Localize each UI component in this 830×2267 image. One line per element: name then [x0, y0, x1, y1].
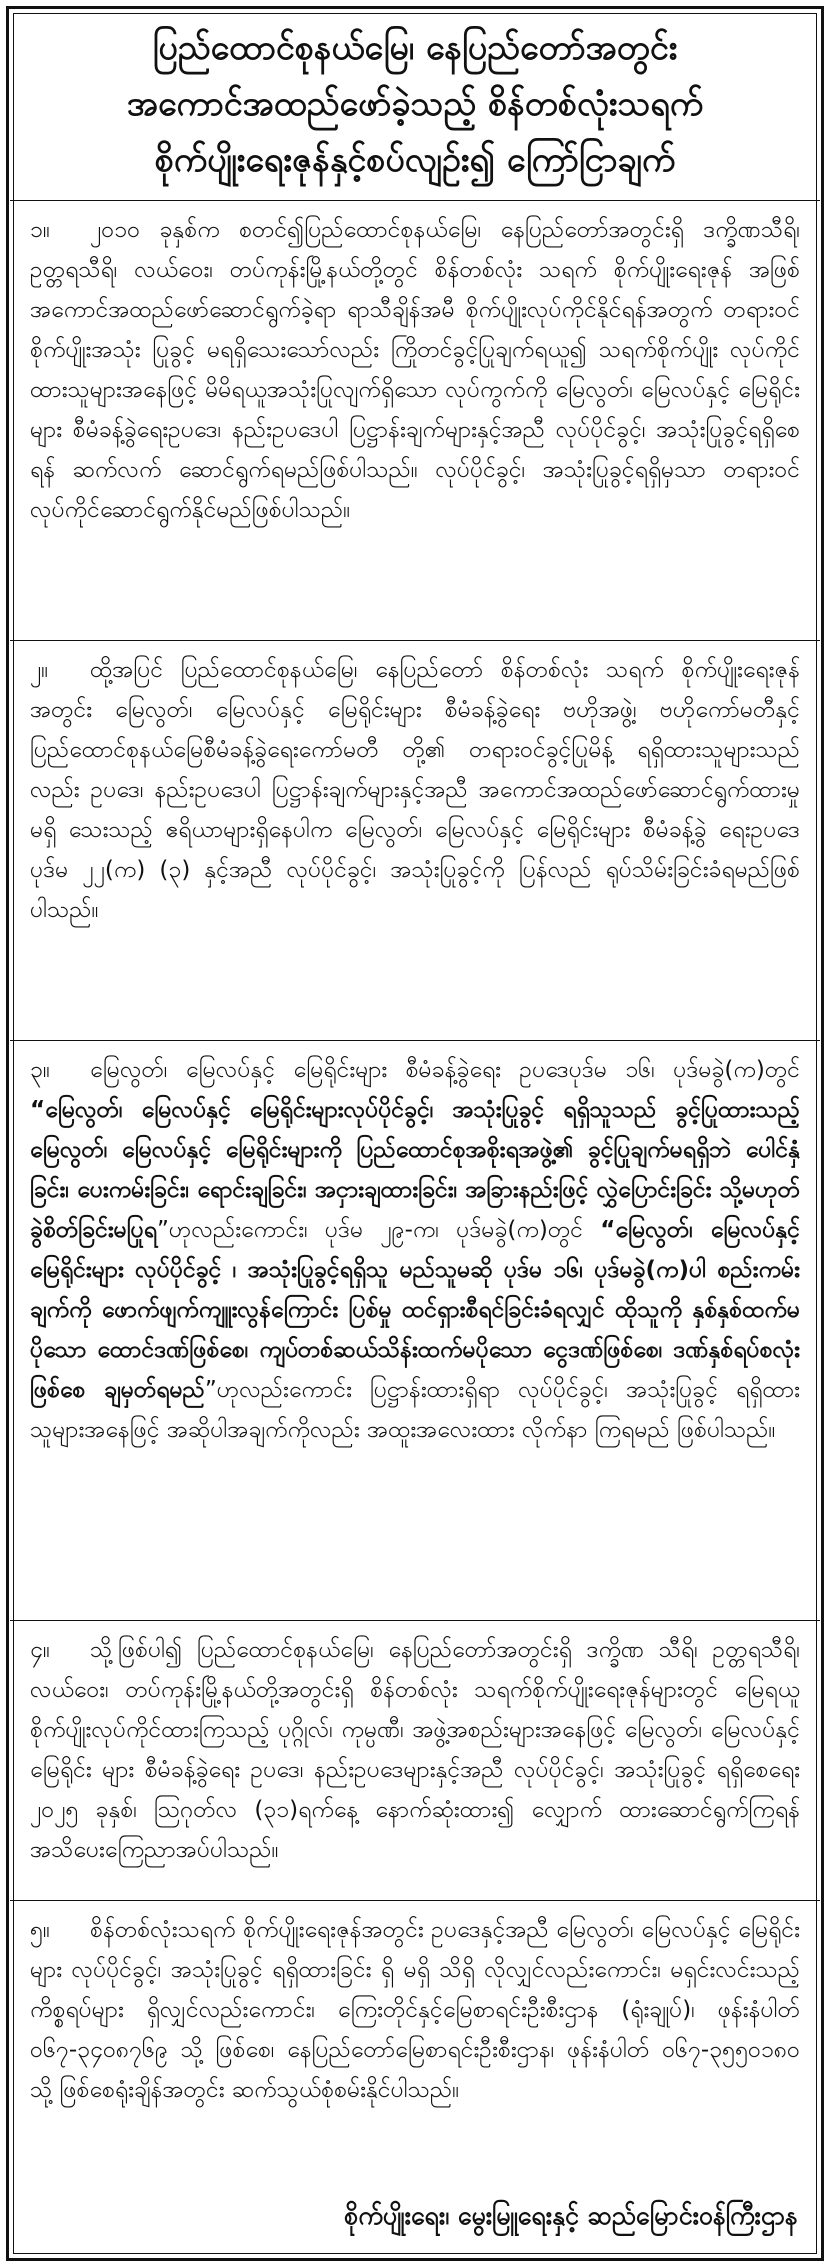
law-quote-section-29a: “မြေလွတ်၊ မြေလပ်နှင့် မြေရိုင်းများ လုပ်ပိုင်ခွင့် ၊ အသုံးပြုခွင့်ရရှိသူ မည်သူမဆို ပုဒ်မ ၁၆၊ ပုဒ်မခွဲ(က)ပါ စည်းကမ်းချက်ကို ဖောက်ဖျက်ကျူးလွန်ကြောင်း ပြစ်မှု ထင်ရှားစီရင်ခြင်းခံရလျှင် ထိုသူကို နှစ်နှစ်ထက်မပိုသော ထောင်ဒဏ်ဖြစ်စေ၊ ကျပ်တစ်ဆယ်သိန်းထက်မပိုသော ငွေဒဏ်ဖြစ်စေ၊ ဒဏ်နှစ်ရပ်စလုံးဖြစ်စေ ချမှတ်ရမည် [30, 1217, 800, 1403]
paragraph-text-segment: ”ဟုလည်းကောင်း၊ ပုဒ်မ ၂၉-က၊ ပုဒ်မခွဲ(က)တွင် [157, 1217, 601, 1243]
paragraph-number: ၂။ [30, 657, 49, 683]
paragraph-1 [30, 210, 800, 530]
paragraph-text-segment: မြေလွတ်၊ မြေလပ်နှင့် မြေရိုင်းများ စီမံခန့်ခွဲရေး ဥပဒေပုဒ်မ ၁၆၊ ပုဒ်မခွဲ(က)တွင် [90, 1057, 800, 1083]
paragraph-text: ၂၀၁၀ ခုနှစ်က စတင်၍ပြည်ထောင်စုနယ်မြေ၊ နေပြည်တော်အတွင်းရှိ ဒက္ခိဏသီရိ၊ ဥတ္တရသီရိ၊ လယ်ဝေး၊ တပ်ကုန်းမြို့နယ်တို့တွင် စိန်တစ်လုံး သရက် စိုက်ပျိုးရေးဇုန် အဖြစ် အကောင်အထည်ဖော်ဆောင်ရွက်ခဲ့ရာ ရာသီချိန်အမီ စိုက်ပျိုးလုပ်ကိုင်နိုင်ရန်အတွက် တရားဝင် စိုက်ပျိုးအသုံး ပြုခွင့် မရရှိသေးသော်လည်း ကြိုတင်ခွင့်ပြုချက်ရယူ၍ သရက်စိုက်ပျိုး လုပ်ကိုင်ထားသူများအနေဖြင့် မိမိရယူအသုံးပြုလျက်ရှိသော လုပ်ကွက်ကို မြေလွတ်၊ မြေလပ်နှင့် မြေရိုင်းများ စီမံခန့်ခွဲရေးဥပဒေ၊ နည်းဥပဒေပါ ပြဋ္ဌာန်းချက်များနှင့်အညီ လုပ်ပိုင်ခွင့်၊ အသုံးပြုခွင့်ရရှိစေရန် ဆက်လက် ဆောင်ရွက်ရမည်ဖြစ်ပါသည်။ လုပ်ပိုင်ခွင့်၊ အသုံးပြုခွင့်ရရှိမှသာ တရားဝင် လုပ်ကိုင်ဆောင်ရွက်နိုင်မည်ဖြစ်ပါသည်။ [30, 217, 800, 523]
paragraph-divider [10, 1900, 820, 1901]
paragraph-number: ၅။ [30, 1917, 50, 1943]
law-quote-section-16: “မြေလွတ်၊ မြေလပ်နှင့် မြေရိုင်းများလုပ်ပိုင်ခွင့်၊ အသုံးပြုခွင့် ရရှိသူသည် ခွင့်ပြုထားသည့် မြေလွတ်၊ မြေလပ်နှင့် မြေရိုင်းများကို ပြည်ထောင်စုအစိုးရအဖွဲ့၏ ခွင့်ပြုချက်မရရှိဘဲ ပေါင်နှံခြင်း၊ ပေးကမ်းခြင်း၊ ရောင်းချခြင်း၊ အငှားချထားခြင်း၊ အခြားနည်းဖြင့် လွှဲပြောင်းခြင်း သို့မဟုတ် ခွဲစိတ်ခြင်းမပြုရ [30, 1097, 800, 1243]
paragraph-number: ၃။ [30, 1057, 50, 1083]
title-divider [10, 200, 820, 201]
notice-title: ပြည်ထောင်စုနယ်မြေ၊ နေပြည်တော်အတွင်း အကောင်အထည်ဖော်ခဲ့သည့် စိန်တစ်လုံးသရက် စိုက်ပျိုးရေးဇုန်နှင့်စပ်လျဉ်း၍ ကြော်ငြာချက် [126, 28, 704, 180]
paragraph-2 [30, 650, 800, 930]
paragraph-text: စိန်တစ်လုံးသရက် စိုက်ပျိုးရေးဇုန်အတွင်း ဥပဒေနှင့်အညီ မြေလွတ်၊ မြေလပ်နှင့် မြေရိုင်းများ လုပ်ပိုင်ခွင့်၊ အသုံးပြုခွင့် ရရှိထားခြင်း ရှိ မရှိ သိရှိ လိုလျှင်လည်းကောင်း၊ မရှင်းလင်းသည့် ကိစ္စရပ်များ ရှိလျှင်လည်းကောင်း၊ ကြေးတိုင်နှင့်မြေစာရင်းဦးစီးဌာန (ရုံးချုပ်)၊ ဖုန်းနံပါတ် ၀၆၇-၃၄၀၈၇၆၉ သို့ ဖြစ်စေ၊ နေပြည်တော်မြေစာရင်းဦးစီးဌာန၊ ဖုန်းနံပါတ် ၀၆၇-၃၅၅၀၁၈၀ သို့ ဖြစ်စေရုံးချိန်အတွင်း ဆက်သွယ်စုံစမ်းနိုင်ပါသည်။ [30, 1917, 800, 2103]
paragraph-divider [10, 1620, 820, 1621]
paragraph-text: ထို့အပြင် ပြည်ထောင်စုနယ်မြေ၊ နေပြည်တော် စိန်တစ်လုံး သရက် စိုက်ပျိုးရေးဇုန်အတွင်း မြေလွတ်၊ မြေလပ်နှင့် မြေရိုင်းများ စီမံခန့်ခွဲရေး ဗဟိုအဖွဲ့၊ ဗဟိုကော်မတီနှင့် ပြည်ထောင်စုနယ်မြေစီမံခန့်ခွဲရေးကော်မတီ တို့၏ တရားဝင်ခွင့်ပြုမိန့် ရရှိထားသူများသည်လည်း ဥပဒေ၊ နည်းဥပဒေပါ ပြဋ္ဌာန်းချက်များနှင့်အညီ အကောင်အထည်ဖော်ဆောင်ရွက်ထားမှု မရှိ သေးသည့် ဧရိယာများရှိနေပါက မြေလွတ်၊ မြေလပ်နှင့် မြေရိုင်းများ စီမံခန့်ခွဲ ရေးဥပဒေပုဒ်မ ၂၂(က) (၃) နှင့်အညီ လုပ်ပိုင်ခွင့်၊ အသုံးပြုခွင့်ကို ပြန်လည် ရုပ်သိမ်းခြင်းခံရမည်ဖြစ်ပါသည်။ [30, 657, 800, 923]
paragraph-number: ၄။ [30, 1637, 50, 1663]
issuing-ministry: စိုက်ပျိုးရေး၊ မွေးမြူရေးနှင့် ဆည်မြောင်းဝန်ကြီးဌာန [344, 2201, 798, 2230]
paragraph-divider [10, 1040, 820, 1041]
paragraph-4 [30, 1630, 800, 1870]
paragraph-3 [30, 1050, 800, 1450]
paragraph-number: ၁။ [30, 217, 50, 243]
paragraph-text: သို့ဖြစ်ပါ၍ ပြည်ထောင်စုနယ်မြေ၊ နေပြည်တော်အတွင်းရှိ ဒက္ခိဏ သီရိ၊ ဥတ္တရသီရိ၊ လယ်ဝေး၊ တပ်ကုန်းမြို့နယ်တို့အတွင်းရှိ စိန်တစ်လုံး သရက်စိုက်ပျိုးရေးဇုန်များတွင် မြေရယူ စိုက်ပျိုးလုပ်ကိုင်ထားကြသည့် ပုဂ္ဂိုလ်၊ ကုမ္ပဏီ၊ အဖွဲ့အစည်းများအနေဖြင့် မြေလွတ်၊ မြေလပ်နှင့် မြေရိုင်း များ စီမံခန့်ခွဲရေး ဥပဒေ၊ နည်းဥပဒေများနှင့်အညီ လုပ်ပိုင်ခွင့်၊ အသုံးပြုခွင့် ရရှိစေရေး ၂၀၂၅ ခုနှစ်၊ ဩဂုတ်လ (၃၁)ရက်နေ့ နောက်ဆုံးထား၍ လျှောက် ထားဆောင်ရွက်ကြရန် အသိပေးကြေညာအပ်ပါသည်။ [30, 1637, 800, 1863]
paragraph-text-segment: ”ဟုလည်းကောင်း ပြဋ္ဌာန်းထားရှိရာ လုပ်ပိုင်ခွင့်၊ အသုံးပြုခွင့် ရရှိထားသူများအနေဖြင့် အဆိုပါအချက်ကိုလည်း အထူးအလေးထား လိုက်နာ ကြရမည် ဖြစ်ပါသည်။ [30, 1377, 800, 1443]
paragraph-divider [10, 640, 820, 641]
paragraph-5 [30, 1910, 800, 2110]
